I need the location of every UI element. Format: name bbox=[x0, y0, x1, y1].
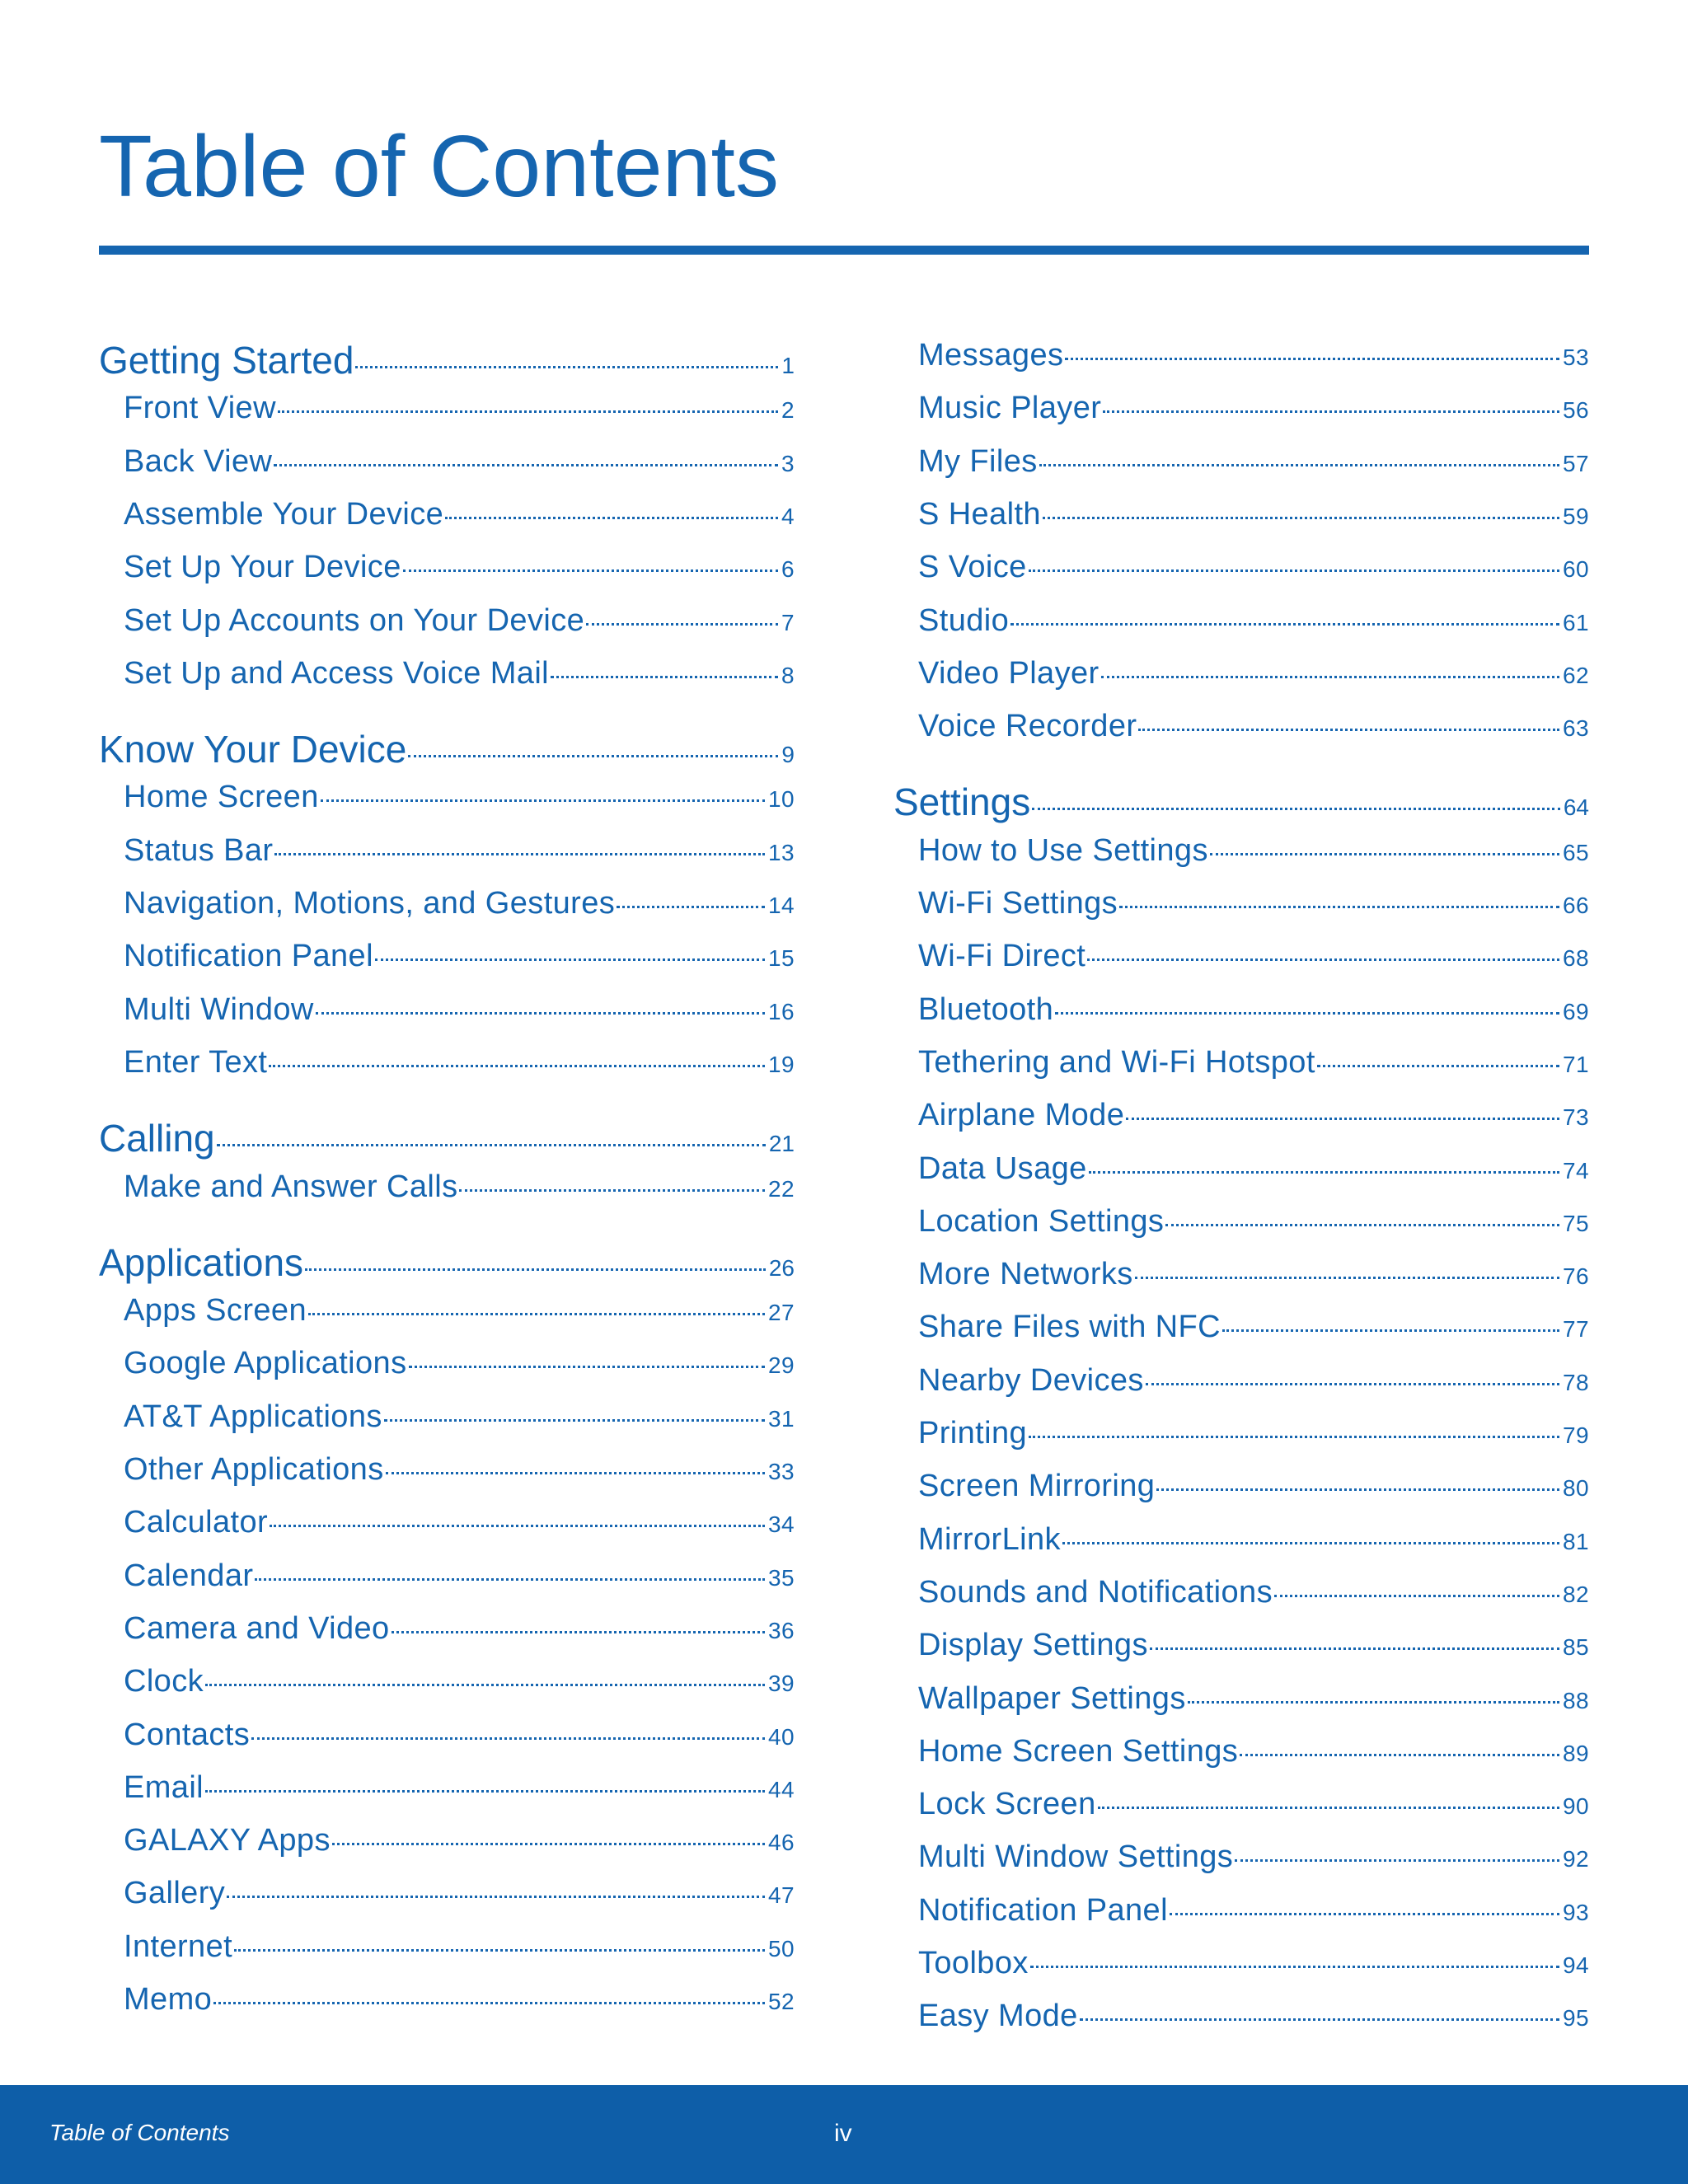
dot-leader bbox=[1029, 569, 1559, 572]
toc-label: Make and Answer Calls bbox=[124, 1169, 458, 1204]
toc-page-number: 39 bbox=[768, 1671, 795, 1697]
toc-label: Contacts bbox=[124, 1717, 251, 1752]
toc-page-number: 81 bbox=[1563, 1528, 1589, 1554]
toc-entry-display-settings[interactable] bbox=[918, 1628, 1589, 1663]
toc-page-number: 15 bbox=[768, 945, 795, 972]
dot-leader bbox=[1032, 808, 1560, 810]
toc-page-number: 56 bbox=[1563, 397, 1589, 424]
toc-label: Music Player bbox=[918, 391, 1102, 426]
dot-leader bbox=[1235, 1859, 1559, 1862]
dot-leader bbox=[586, 623, 778, 626]
toc-page-number: 50 bbox=[768, 1935, 795, 1961]
toc-entry-bluetooth[interactable] bbox=[918, 992, 1589, 1028]
toc-label: Status Bar bbox=[124, 832, 274, 868]
footer-title: Table of Contents bbox=[49, 2120, 230, 2145]
dot-leader bbox=[386, 1472, 765, 1474]
toc-entry-multi-window-settings[interactable] bbox=[918, 1840, 1589, 1875]
dot-leader bbox=[316, 1012, 765, 1015]
dot-leader bbox=[278, 410, 778, 413]
dot-leader bbox=[355, 366, 778, 368]
toc-label: Location Settings bbox=[918, 1203, 1165, 1239]
toc-entry-set-up-accounts-on-your-device[interactable] bbox=[124, 603, 795, 639]
toc-entry-status-bar[interactable] bbox=[124, 833, 795, 869]
toc-page-number: 75 bbox=[1563, 1210, 1589, 1236]
toc-label: Airplane Mode bbox=[918, 1098, 1125, 1133]
toc-label: Voice Recorder bbox=[918, 709, 1137, 744]
toc-page-number: 19 bbox=[768, 1051, 795, 1077]
toc-label: Home Screen bbox=[124, 780, 319, 815]
dot-leader bbox=[1188, 1701, 1559, 1704]
toc-page-number: 92 bbox=[1563, 1846, 1589, 1872]
toc-page-number: 13 bbox=[768, 839, 795, 865]
toc-label: Nearby Devices bbox=[918, 1362, 1144, 1398]
toc-entry-email[interactable] bbox=[124, 1770, 795, 1806]
toc-entry-printing[interactable] bbox=[918, 1416, 1589, 1451]
toc-label: Apps Screen bbox=[124, 1293, 307, 1329]
toc-page-number: 31 bbox=[768, 1405, 795, 1432]
dot-leader bbox=[1101, 676, 1559, 678]
toc-page-number: 74 bbox=[1563, 1157, 1589, 1183]
toc-entry-gallery[interactable] bbox=[124, 1876, 795, 1911]
toc-section-applications[interactable] bbox=[99, 1240, 795, 1285]
dot-leader bbox=[321, 799, 765, 802]
toc-entry-navigation-motions-and-gestures[interactable] bbox=[124, 886, 795, 921]
toc-page-number: 4 bbox=[781, 503, 795, 529]
toc-page-number: 46 bbox=[768, 1830, 795, 1856]
toc-label: Display Settings bbox=[918, 1628, 1148, 1663]
toc-label: Printing bbox=[918, 1416, 1028, 1451]
dot-leader bbox=[1222, 1329, 1559, 1332]
toc-page-number: 14 bbox=[768, 893, 795, 918]
toc-page-number: 27 bbox=[768, 1300, 795, 1326]
dot-leader bbox=[217, 1144, 766, 1146]
toc-entry-screen-mirroring[interactable] bbox=[918, 1469, 1589, 1504]
dot-leader bbox=[617, 906, 765, 908]
toc-page-number: 95 bbox=[1563, 2005, 1589, 2032]
toc-entry-more-networks[interactable] bbox=[918, 1257, 1589, 1292]
toc-entry-apps-screen[interactable] bbox=[124, 1293, 795, 1329]
toc-label: Memo bbox=[124, 1982, 213, 2017]
toc-label: Set Up Accounts on Your Device bbox=[124, 602, 585, 638]
toc-entry-sounds-and-notifications[interactable] bbox=[918, 1575, 1589, 1610]
toc-label: Navigation, Motions, and Gestures bbox=[124, 886, 616, 921]
toc-page-number: 57 bbox=[1563, 450, 1589, 476]
toc-label: Multi Window Settings bbox=[918, 1840, 1234, 1875]
dot-leader bbox=[251, 1737, 765, 1740]
toc-entry-how-to-use-settings[interactable] bbox=[918, 833, 1589, 869]
toc-label: More Networks bbox=[918, 1257, 1133, 1292]
toc-page-number: 8 bbox=[781, 662, 795, 688]
toc-label: Enter Text bbox=[124, 1044, 268, 1080]
toc-label: Lock Screen bbox=[918, 1787, 1096, 1822]
dot-leader bbox=[384, 1419, 765, 1422]
toc-section-getting-started[interactable] bbox=[99, 338, 795, 382]
toc-entry-multi-window[interactable] bbox=[124, 992, 795, 1028]
toc-section-know-your-device[interactable] bbox=[99, 727, 795, 771]
dot-leader bbox=[1146, 1383, 1559, 1385]
toc-page-number: 1 bbox=[781, 353, 795, 378]
toc-page-number: 94 bbox=[1563, 1952, 1589, 1978]
toc-entry-home-screen-settings[interactable] bbox=[918, 1734, 1589, 1769]
dot-leader bbox=[403, 569, 778, 572]
toc-page-number: 93 bbox=[1563, 1899, 1589, 1925]
toc-label: Getting Started bbox=[99, 339, 354, 382]
dot-leader bbox=[1210, 853, 1559, 855]
toc-label: GALAXY Apps bbox=[124, 1823, 331, 1858]
toc-label: Bluetooth bbox=[918, 991, 1054, 1027]
dot-leader bbox=[255, 1578, 765, 1581]
toc-page-number: 64 bbox=[1563, 794, 1589, 821]
toc-label: Wi-Fi Direct bbox=[918, 939, 1086, 974]
toc-label: Know Your Device bbox=[99, 728, 407, 771]
toc-page-number: 89 bbox=[1563, 1740, 1589, 1766]
toc-page-number: 40 bbox=[768, 1723, 795, 1750]
toc-entry-set-up-and-access-voice-mail[interactable] bbox=[124, 656, 795, 691]
toc-entry-toolbox[interactable] bbox=[918, 1946, 1589, 1981]
dot-leader bbox=[1126, 1118, 1559, 1120]
dot-leader bbox=[1165, 1224, 1559, 1226]
toc-label: Screen Mirroring bbox=[918, 1469, 1156, 1504]
dot-leader bbox=[213, 2002, 765, 2004]
dot-leader bbox=[1098, 1807, 1559, 1809]
dot-leader bbox=[1010, 623, 1559, 626]
toc-label: My Files bbox=[918, 443, 1038, 479]
toc-entry-back-view[interactable] bbox=[124, 444, 795, 480]
toc-entry-lock-screen[interactable] bbox=[918, 1787, 1589, 1822]
toc-entry-enter-text[interactable] bbox=[124, 1045, 795, 1080]
dot-leader bbox=[392, 1631, 765, 1633]
toc-entry-data-usage[interactable] bbox=[918, 1151, 1589, 1187]
toc-label: Set Up Your Device bbox=[124, 550, 401, 585]
toc-label: Home Screen Settings bbox=[918, 1733, 1239, 1769]
toc-entry-wallpaper-settings[interactable] bbox=[918, 1681, 1589, 1717]
toc-label: Camera and Video bbox=[124, 1610, 390, 1646]
dot-leader bbox=[1062, 1542, 1559, 1544]
toc-entry-share-files-with-nfc[interactable] bbox=[918, 1310, 1589, 1345]
toc-label: Clock bbox=[124, 1664, 204, 1699]
toc-label: How to Use Settings bbox=[918, 832, 1208, 868]
toc-entry-make-and-answer-calls[interactable] bbox=[124, 1169, 795, 1205]
dot-leader bbox=[1138, 729, 1559, 731]
toc-page-number: 60 bbox=[1563, 556, 1589, 583]
toc-page-number: 6 bbox=[781, 556, 795, 583]
toc-label: Assemble Your Device bbox=[124, 496, 444, 532]
toc-entry-airplane-mode[interactable] bbox=[918, 1098, 1589, 1133]
toc-label: Multi Window bbox=[124, 991, 314, 1027]
toc-page-number: 52 bbox=[768, 1989, 795, 2014]
toc-label: Calculator bbox=[124, 1505, 269, 1540]
toc-page-number: 69 bbox=[1563, 998, 1589, 1024]
dot-leader bbox=[445, 517, 778, 519]
dot-leader bbox=[1150, 1647, 1559, 1650]
toc-left-column bbox=[99, 0, 795, 2184]
toc-page-number: 85 bbox=[1563, 1634, 1589, 1661]
toc-page-number: 29 bbox=[768, 1352, 795, 1379]
dot-leader bbox=[1065, 358, 1559, 360]
toc-page-number: 47 bbox=[768, 1882, 795, 1909]
toc-page-number: 61 bbox=[1563, 609, 1589, 635]
toc-page-number: 71 bbox=[1563, 1051, 1589, 1077]
dot-leader bbox=[305, 1268, 766, 1271]
dot-leader bbox=[1156, 1488, 1559, 1491]
toc-label: Messages bbox=[918, 338, 1064, 373]
dot-leader bbox=[1274, 1595, 1559, 1597]
toc-page-number: 16 bbox=[768, 998, 795, 1024]
toc-label: Easy Mode bbox=[918, 1999, 1078, 2034]
dot-leader bbox=[269, 1065, 765, 1067]
dot-leader bbox=[1080, 2018, 1559, 2021]
toc-label: Email bbox=[124, 1769, 204, 1805]
toc-page-number: 44 bbox=[768, 1776, 795, 1802]
toc-page-number: 78 bbox=[1563, 1369, 1589, 1395]
toc-page-number: 63 bbox=[1563, 715, 1589, 742]
dot-leader bbox=[332, 1843, 765, 1845]
toc-label: Back View bbox=[124, 443, 273, 479]
toc-label: Share Files with NFC bbox=[918, 1310, 1221, 1345]
toc-label: Sounds and Notifications bbox=[918, 1574, 1273, 1610]
toc-entry-notification-panel[interactable] bbox=[918, 1893, 1589, 1929]
toc-label: Calendar bbox=[124, 1558, 254, 1593]
toc-entry-at-t-applications[interactable] bbox=[124, 1399, 795, 1435]
toc-label: Front View bbox=[124, 391, 276, 426]
dot-leader bbox=[234, 1949, 765, 1952]
toc-entry-s-voice[interactable] bbox=[918, 550, 1589, 585]
toc-page-number: 80 bbox=[1563, 1475, 1589, 1502]
dot-leader bbox=[1170, 1913, 1559, 1915]
dot-leader bbox=[270, 1525, 765, 1527]
toc-page-number: 76 bbox=[1563, 1263, 1589, 1290]
toc-entry-mirrorlink[interactable] bbox=[918, 1522, 1589, 1558]
dot-leader bbox=[205, 1684, 765, 1686]
toc-label: S Voice bbox=[918, 550, 1027, 585]
toc-entry-location-settings[interactable] bbox=[918, 1204, 1589, 1240]
toc-entry-music-player[interactable] bbox=[918, 391, 1589, 426]
page-footer bbox=[0, 2085, 1688, 2184]
toc-entry-contacts[interactable] bbox=[124, 1718, 795, 1753]
dot-leader bbox=[227, 1896, 765, 1898]
toc-page-number: 90 bbox=[1563, 1793, 1589, 1820]
toc-entry-set-up-your-device[interactable] bbox=[124, 550, 795, 585]
dot-leader bbox=[1043, 517, 1559, 519]
dot-leader bbox=[274, 464, 778, 466]
toc-page-number: 53 bbox=[1563, 344, 1589, 370]
toc-entry-other-applications[interactable] bbox=[124, 1452, 795, 1488]
toc-entry-calendar[interactable] bbox=[124, 1558, 795, 1594]
toc-label: Other Applications bbox=[124, 1452, 384, 1487]
toc-label: Gallery bbox=[124, 1876, 226, 1911]
toc-label: Toolbox bbox=[918, 1946, 1029, 1980]
dot-leader bbox=[1039, 464, 1559, 466]
toc-entry-wi-fi-settings[interactable] bbox=[918, 886, 1589, 921]
dot-leader bbox=[1029, 1436, 1559, 1438]
dot-leader bbox=[1087, 958, 1559, 961]
dot-leader bbox=[274, 853, 765, 855]
toc-label: MirrorLink bbox=[918, 1521, 1061, 1557]
toc-entry-my-files[interactable] bbox=[918, 444, 1589, 480]
toc-entry-studio[interactable] bbox=[918, 603, 1589, 639]
toc-entry-internet[interactable] bbox=[124, 1929, 795, 1965]
dot-leader bbox=[1119, 906, 1559, 908]
toc-entry-front-view[interactable] bbox=[124, 391, 795, 426]
toc-page-number: 10 bbox=[768, 786, 795, 813]
toc-label: Tethering and Wi-Fi Hotspot bbox=[918, 1044, 1315, 1080]
toc-entry-galaxy-apps[interactable] bbox=[124, 1823, 795, 1858]
dot-leader bbox=[1055, 1012, 1559, 1015]
toc-entry-google-applications[interactable] bbox=[124, 1346, 795, 1381]
toc-label: Studio bbox=[918, 602, 1010, 638]
toc-label: Wi-Fi Settings bbox=[918, 886, 1118, 921]
toc-page-number: 66 bbox=[1563, 893, 1589, 918]
toc-right-column bbox=[893, 0, 1589, 2184]
dot-leader bbox=[459, 1189, 765, 1192]
toc-label: Internet bbox=[124, 1929, 233, 1964]
toc-page-number: 65 bbox=[1563, 839, 1589, 865]
toc-label: Video Player bbox=[918, 655, 1100, 691]
toc-entry-tethering-and-wi-fi-hotspot[interactable] bbox=[918, 1045, 1589, 1080]
toc-entry-voice-recorder[interactable] bbox=[918, 709, 1589, 744]
toc-label: Notification Panel bbox=[918, 1892, 1168, 1928]
dot-leader bbox=[409, 1366, 766, 1368]
toc-page-number: 34 bbox=[768, 1511, 795, 1538]
toc-label: Google Applications bbox=[124, 1346, 407, 1381]
dot-leader bbox=[1089, 1171, 1559, 1174]
dot-leader bbox=[408, 755, 778, 757]
toc-page-number: 73 bbox=[1563, 1104, 1589, 1131]
toc-page-number: 88 bbox=[1563, 1687, 1589, 1713]
toc-label: Settings bbox=[893, 780, 1031, 824]
toc-entry-home-screen[interactable] bbox=[124, 780, 795, 815]
toc-page-number: 2 bbox=[781, 397, 795, 424]
toc-page-number: 77 bbox=[1563, 1316, 1589, 1343]
toc-page-number: 82 bbox=[1563, 1581, 1589, 1607]
toc-page-number: 33 bbox=[768, 1459, 795, 1484]
toc-page-number: 62 bbox=[1563, 662, 1589, 688]
toc-page-number: 35 bbox=[768, 1564, 795, 1591]
toc-label: Set Up and Access Voice Mail bbox=[124, 655, 550, 691]
toc-entry-calculator[interactable] bbox=[124, 1505, 795, 1540]
toc-label: Wallpaper Settings bbox=[918, 1680, 1186, 1716]
toc-entry-s-health[interactable] bbox=[918, 497, 1589, 532]
toc-label: Calling bbox=[99, 1117, 215, 1160]
toc-page-number: 21 bbox=[768, 1131, 795, 1157]
toc-section-settings[interactable] bbox=[893, 780, 1589, 824]
toc-entry-clock[interactable] bbox=[124, 1664, 795, 1699]
toc-entry-notification-panel[interactable] bbox=[124, 939, 795, 974]
dot-leader bbox=[1103, 410, 1559, 413]
toc-page-number: 7 bbox=[781, 609, 795, 635]
toc-section-calling[interactable] bbox=[99, 1116, 795, 1160]
toc-entry-video-player[interactable] bbox=[918, 656, 1589, 691]
dot-leader bbox=[1240, 1754, 1559, 1756]
dot-leader bbox=[205, 1790, 765, 1793]
toc-entry-assemble-your-device[interactable] bbox=[124, 497, 795, 532]
toc-label: Data Usage bbox=[918, 1151, 1087, 1186]
dot-leader bbox=[1317, 1065, 1559, 1067]
toc-entry-camera-and-video[interactable] bbox=[124, 1611, 795, 1647]
toc-page-number: 68 bbox=[1563, 945, 1589, 972]
toc-label: S Health bbox=[918, 496, 1041, 532]
toc-label: Notification Panel bbox=[124, 939, 373, 974]
page-title: Table of Contents bbox=[99, 118, 779, 215]
toc-page-number: 79 bbox=[1563, 1422, 1589, 1448]
toc-page-number: 3 bbox=[781, 450, 795, 476]
dot-leader bbox=[308, 1313, 765, 1315]
toc-page-number: 9 bbox=[781, 742, 795, 768]
toc-page-number: 59 bbox=[1563, 503, 1589, 529]
dot-leader bbox=[551, 676, 778, 678]
dot-leader bbox=[375, 958, 765, 961]
toc-page-number: 22 bbox=[768, 1175, 795, 1202]
toc-entry-messages[interactable] bbox=[918, 338, 1589, 373]
toc-entry-nearby-devices[interactable] bbox=[918, 1363, 1589, 1399]
footer-page-number: iv bbox=[834, 2120, 852, 2147]
toc-label: AT&T Applications bbox=[124, 1399, 382, 1434]
dot-leader bbox=[1135, 1277, 1559, 1279]
toc-page-number: 26 bbox=[768, 1254, 795, 1281]
toc-entry-wi-fi-direct[interactable] bbox=[918, 939, 1589, 974]
toc-label: Applications bbox=[99, 1240, 304, 1284]
toc-entry-memo[interactable] bbox=[124, 1982, 795, 2018]
toc-page-number: 36 bbox=[768, 1617, 795, 1643]
toc-entry-easy-mode[interactable] bbox=[918, 1999, 1589, 2034]
dot-leader bbox=[1030, 1966, 1559, 1968]
